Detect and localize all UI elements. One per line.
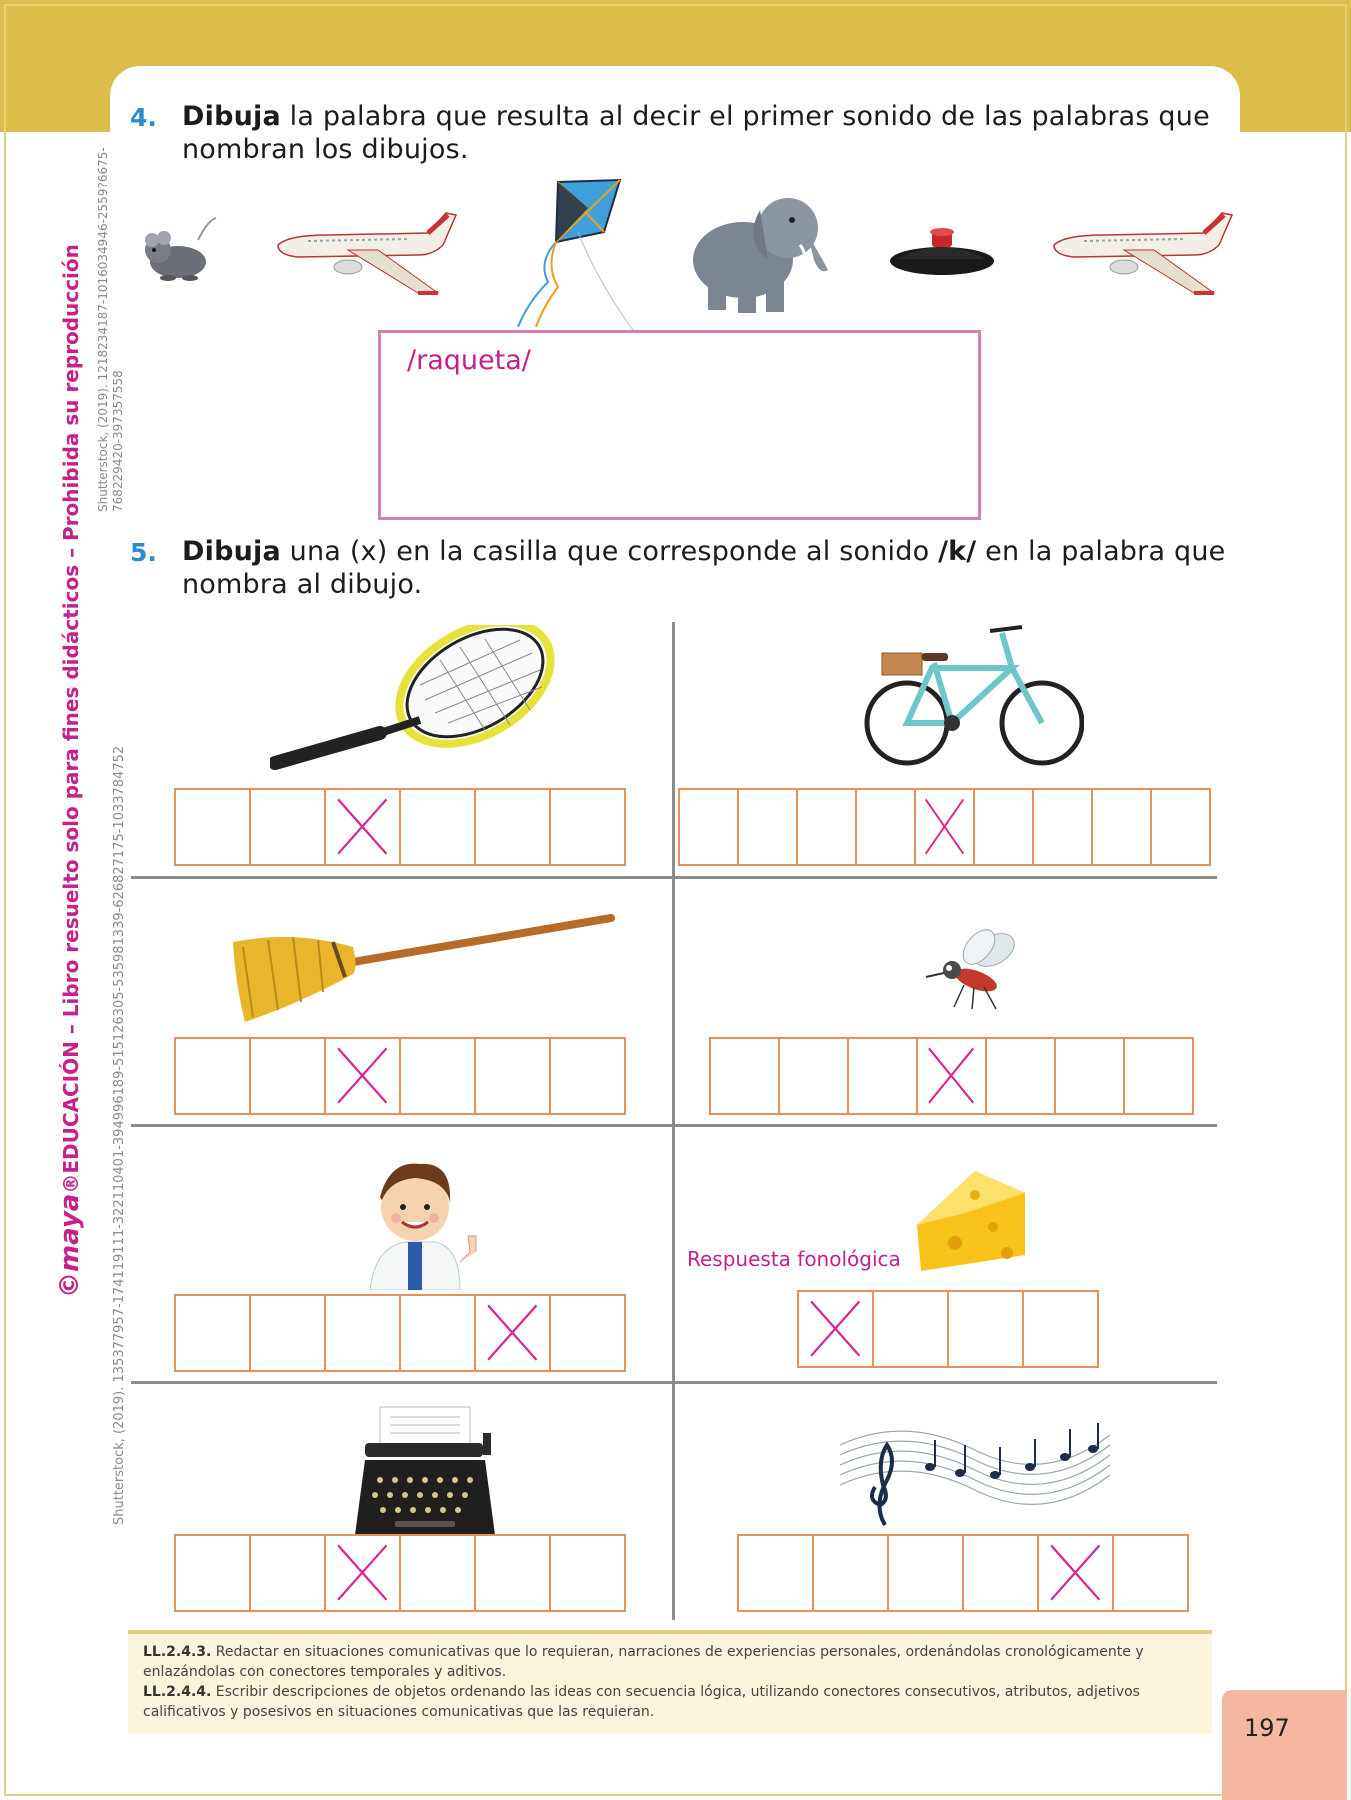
suction-cup-icon [888,225,996,277]
sound-box[interactable] [174,1294,251,1372]
sound-box[interactable] [737,1534,814,1612]
mosquito-icon [924,925,1024,1010]
sound-box[interactable] [1037,1534,1114,1612]
sound-box-row [797,1290,1099,1368]
sound-box[interactable] [1112,1534,1189,1612]
x-mark [336,1046,389,1105]
sound-box[interactable] [549,788,626,866]
sound-box[interactable] [914,788,975,866]
x-mark [336,1543,389,1602]
grid-horizontal-line [131,1381,1217,1384]
x-mark [927,1046,975,1105]
sound-box[interactable] [847,1037,918,1115]
sound-box[interactable] [549,1294,626,1372]
kite-icon [508,172,638,332]
stock-credit-top: Shutterstock, (2019). 1218234187-1016034946-2559?6675- 768229420-397357558 [96,147,125,512]
curriculum-item-1: LL.2.4.3. Redactar en situaciones comunicativas que lo requieran, narraciones de experiencias personales, ordenándolas cronológicamente y enlazándolas con conectores temporales y aditivos. [143,1644,1144,1680]
sound-box[interactable] [249,1037,326,1115]
x-mark [486,1303,539,1362]
cheese-icon [915,1165,1029,1271]
sound-box[interactable] [324,1037,401,1115]
sound-box[interactable] [174,788,251,866]
sound-box[interactable] [973,788,1034,866]
grid-horizontal-line [131,876,1217,879]
bicycle-icon [862,623,1084,768]
question-5-number: 5. [130,538,157,567]
sound-box[interactable] [324,788,401,866]
sound-box[interactable] [872,1290,949,1368]
broom-icon [233,912,615,1027]
sound-box[interactable] [399,1037,476,1115]
sound-box[interactable] [1022,1290,1099,1368]
sound-box-row [709,1037,1194,1115]
sound-box[interactable] [1032,788,1093,866]
sound-box[interactable] [474,1037,551,1115]
sound-box[interactable] [778,1037,849,1115]
grid-horizontal-line [131,1124,1217,1127]
airplane-icon [1044,205,1234,300]
elephant-icon [688,190,838,315]
sound-box[interactable] [887,1534,964,1612]
sound-box[interactable] [797,1290,874,1368]
sound-box[interactable] [324,1294,401,1372]
sound-box[interactable] [399,788,476,866]
sound-box[interactable] [812,1534,889,1612]
sound-box[interactable] [324,1534,401,1612]
sound-box-row [174,1037,626,1115]
music-notes-icon [835,1405,1115,1535]
sound-box[interactable] [796,788,857,866]
brand-logo: ©maya [55,1193,85,1298]
sound-box[interactable] [474,1534,551,1612]
sound-box[interactable] [1123,1037,1194,1115]
sound-box-row [174,1294,626,1372]
x-mark [924,797,965,856]
sound-box[interactable] [962,1534,1039,1612]
sound-box[interactable] [174,1534,251,1612]
sound-box[interactable] [174,1037,251,1115]
sound-box-row [678,788,1211,866]
sound-box[interactable] [249,1534,326,1612]
copyright-notice: ©maya®EDUCACIÓN – Libro resuelto solo para fines didácticos – Prohibida su reproducción [55,244,85,1298]
typewriter-icon [345,1405,505,1535]
sound-box-row [174,1534,626,1612]
stock-credit: Shutterstock, (2019). 135377957-174119111-322110401-394996189-515126305-535981339-626827175-1033784752 [112,745,127,1525]
sound-box[interactable] [1150,788,1211,866]
sound-box[interactable] [399,1294,476,1372]
sound-box[interactable] [474,1294,551,1372]
x-mark [336,797,389,856]
grid-vertical-line [672,622,675,1620]
mouse-icon [138,210,220,290]
doctor-icon [360,1152,480,1290]
x-mark [1049,1543,1102,1602]
phonological-note: Respuesta fonológica [687,1247,901,1271]
sound-box[interactable] [678,788,739,866]
curriculum-item-2: LL.2.4.4. Escribir descripciones de objetos ordenando las ideas con secuencia lógica, utilizando conectores consecutivos, atributos, adjetivos calificativos y posesivos en situaciones comunicativas que las requieran. [143,1684,1140,1720]
sound-box[interactable] [855,788,916,866]
sound-box[interactable] [399,1534,476,1612]
curriculum-footer [128,1630,1212,1734]
page-number: 197 [1244,1714,1290,1742]
x-mark [809,1299,862,1358]
sound-box[interactable] [249,788,326,866]
sound-box-row [174,788,626,866]
sound-box-row [737,1534,1189,1612]
sound-box[interactable] [249,1294,326,1372]
sound-box[interactable] [737,788,798,866]
sound-box[interactable] [709,1037,780,1115]
sound-box[interactable] [985,1037,1056,1115]
question-4-number: 4. [130,103,157,132]
racket-icon [270,625,570,770]
sound-box[interactable] [474,788,551,866]
answer-text: /raqueta/ [407,345,531,376]
sound-box[interactable] [549,1037,626,1115]
page-number-tab [1222,1690,1347,1800]
sound-box[interactable] [549,1534,626,1612]
question-4-text: Dibuja la palabra que resulta al decir el primer sonido de las palabras que nombran los dibujos. [182,101,1210,165]
sound-box[interactable] [916,1037,987,1115]
sound-box[interactable] [1091,788,1152,866]
sound-box[interactable] [1054,1037,1125,1115]
sound-box[interactable] [947,1290,1024,1368]
question-5-text: Dibuja una (x) en la casilla que corresponde al sonido /k/ en la palabra que nombra al dibujo. [182,536,1226,600]
airplane-icon [268,205,458,300]
